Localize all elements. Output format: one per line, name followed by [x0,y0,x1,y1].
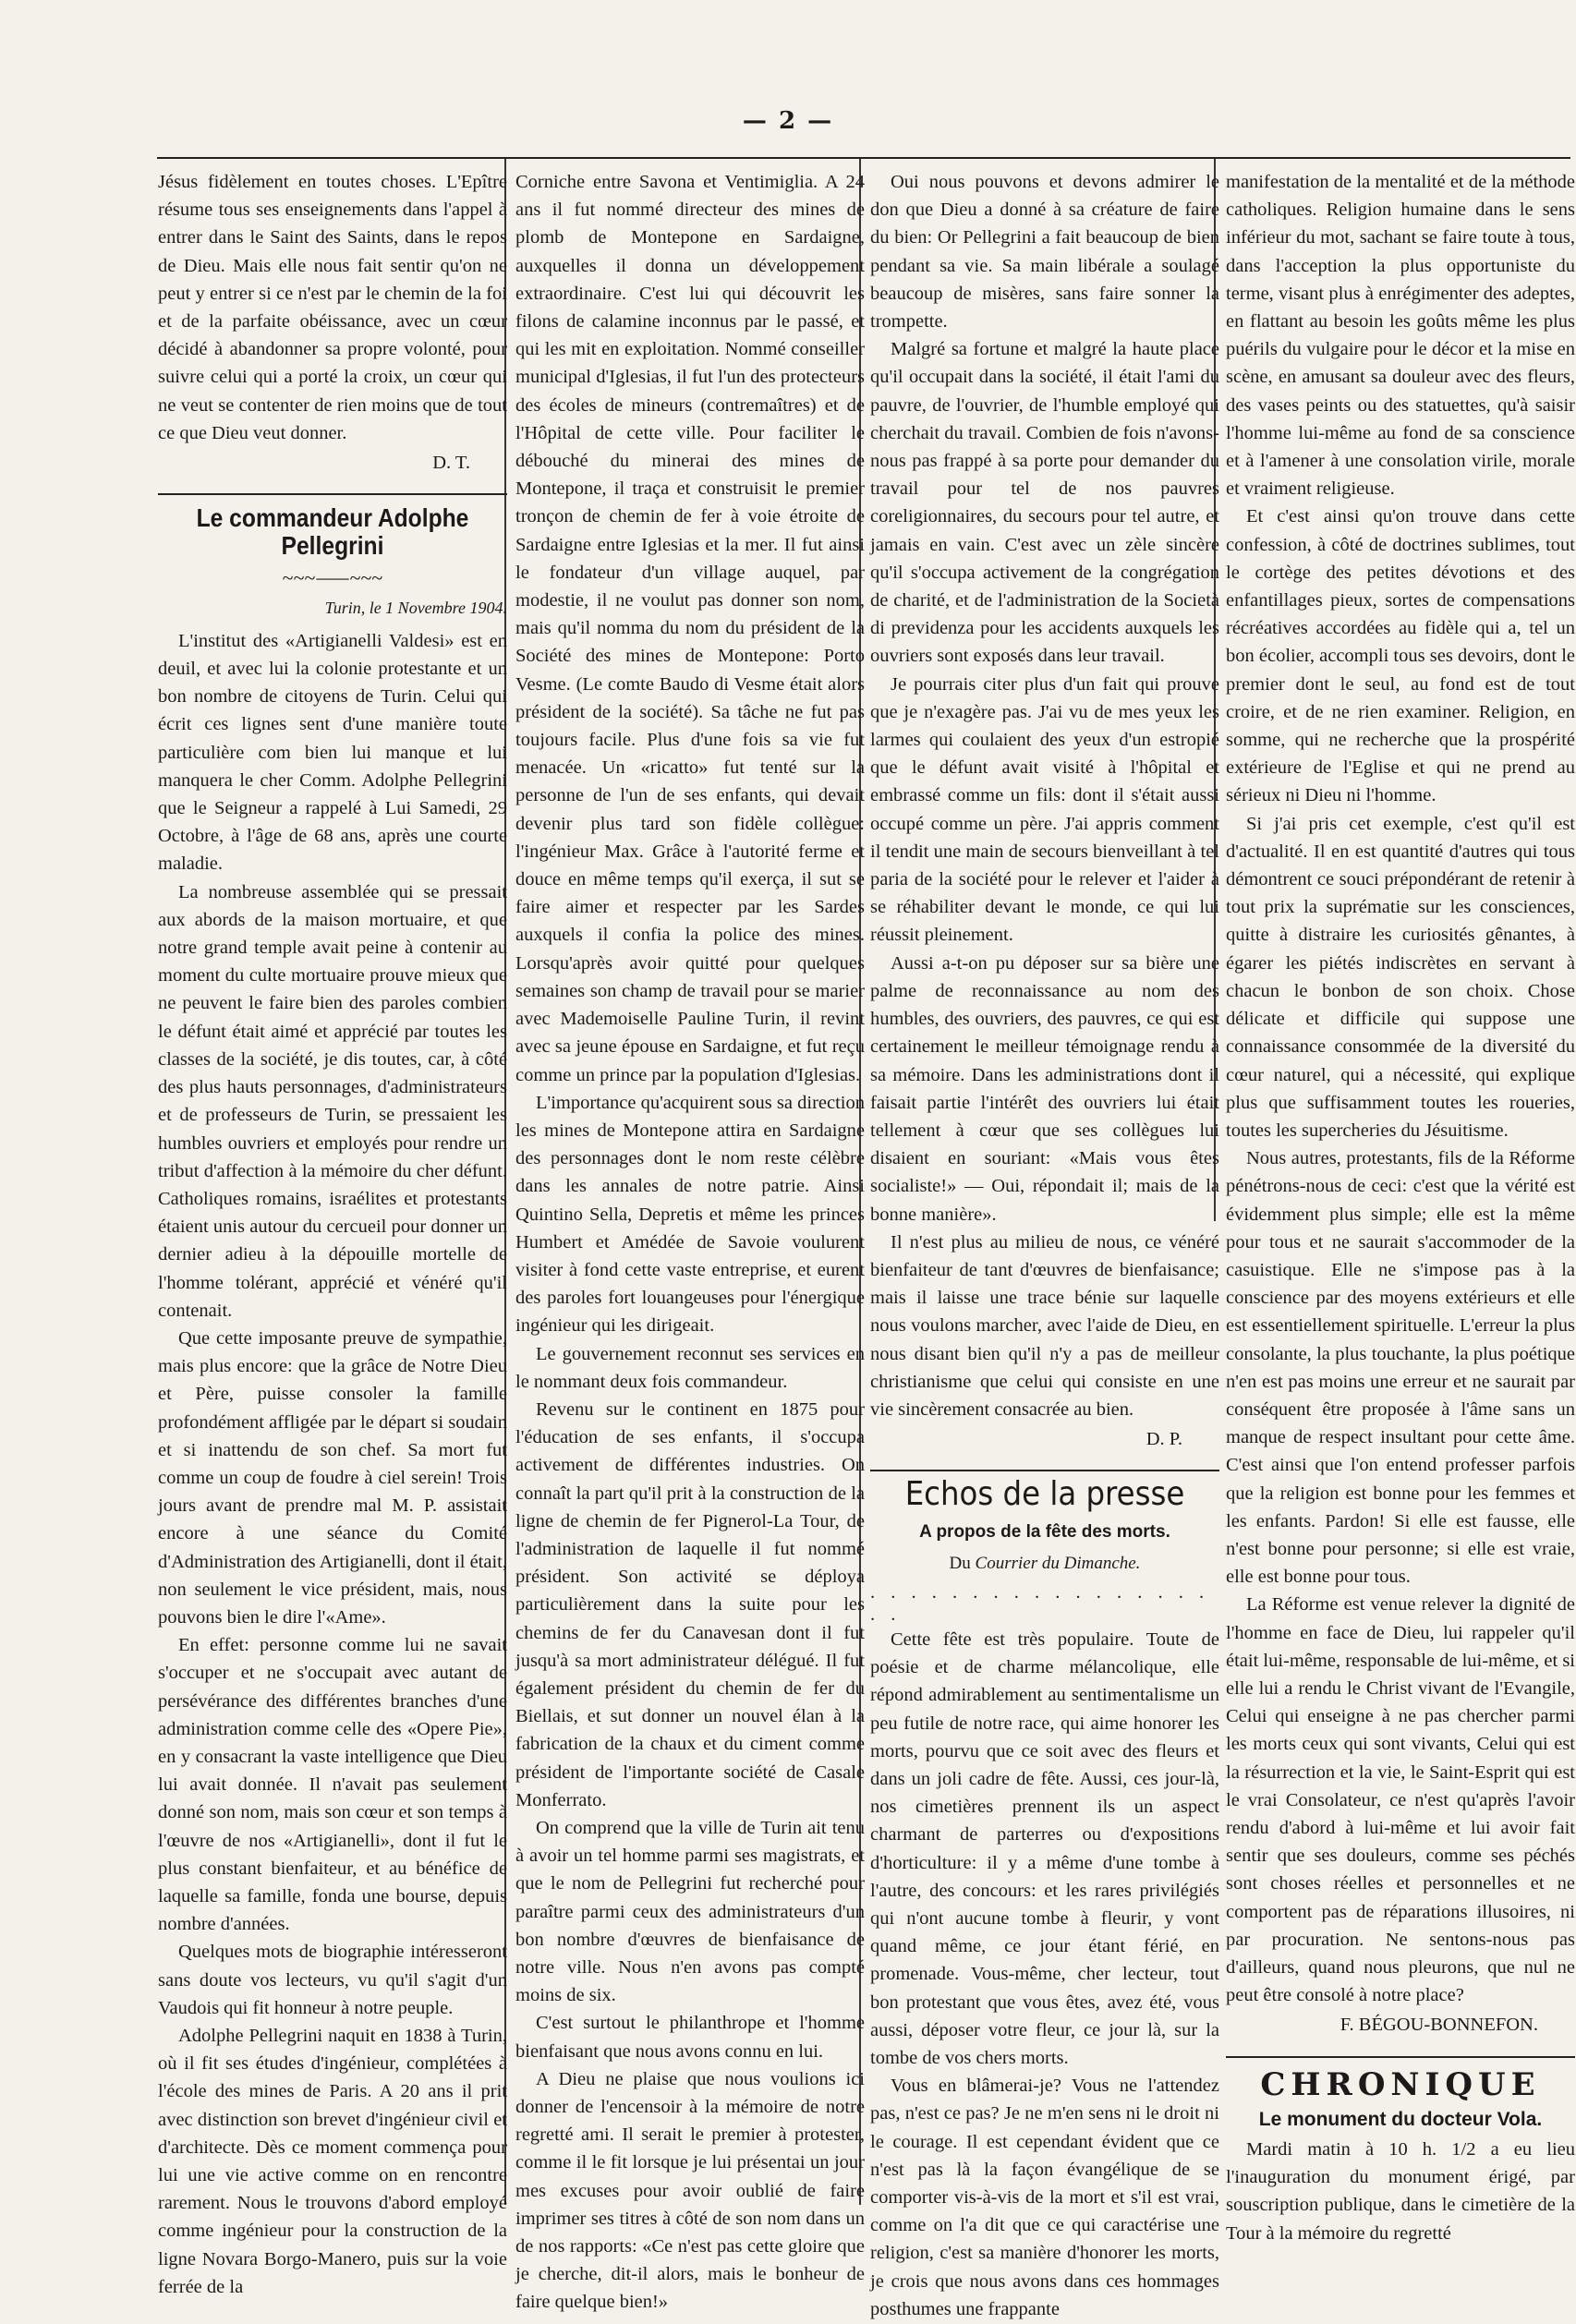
article-paragraph: Il n'est plus au milieu de nous, ce vénéré bienfaiteur de tant d'œuvres de bienfaisance; mais il laisse une trace bénie sur laquelle nous voulons marcher, avec l'aide de Dieu, en nous disant bien qu'il n'y a pas de meilleur christianisme que celui qui consiste en une vie sincèrement consacrée au bien. [870,1231,1219,1420]
column-3 [870,168,1219,2323]
article-subtitle: Le monument du docteur Vola. [1258,2108,1543,2130]
article-paragraph: L'institut des «Artigianelli Valdesi» est en deuil, et avec lui la colonie protestante et un bon nombre de citoyens de Turin. Celui qui écrit ces lignes sent d'une manière toute particulière com bien lui manque et lui manquera le cher Comm. Adolphe Pellegrini que le Seigneur a rappelé à Lui Samedi, 29 Octobre, à l'âge de 68 ans, après une courte maladie. [158,630,507,875]
article-subtitle: A propos de la fête des morts. [919,1521,1170,1542]
signature: D. P. [1146,1429,1182,1450]
section-rule [158,493,507,495]
article-paragraph: La Réforme est venue relever la dignité de l'homme en face de Dieu, lui rappeler qu'il était lui-même, responsable de lui-même, et si elle lui a rendu le Christ vivant de l'Evangile, Celui qui enseigne à ne pas chercher parmi les morts ceux qui sont vivants, Celui qui est la résurrection et la vie, le Saint-Esprit qui est le vrai Consolateur, ce n'est qu'après l'avoir rendu d'abord à lui-même et lui avoir fait sentir que ses douleurs, comme ses péchés sont choses réelles et personnelles et ne comportent pas de réparations illusoires, ni par procuration. Ne sentons-nous pas d'ailleurs, quand nous pleurons, que nul ne peut être consolé à notre place? [1226,1594,1575,2006]
article-paragraph: Adolphe Pellegrini naquit en 1838 à Turin, où il fit ses études d'ingénieur, complétées à l'école des mines de Paris. A 20 ans il prit avec distinction son brevet d'ingénieur civil et d'architecte. Dès ce moment commença pour lui une vie active comme on en rencontre rarement. Nous le trouvons d'abord employé comme ingénieur pour la construction de la ligne Novara Borgo-Manero, puis sur la voie ferrée de la [158,2026,507,2297]
article-paragraph: C'est surtout le philanthrope et l'homme bienfaisant que nous avons connu en lui. [515,2013,865,2062]
source-prefix: Du [949,1553,971,1573]
article-paragraph: Quelques mots de biographie intéresseront sans doute vos lecteurs, vu qu'il s'agit d'un Vaudois qui fit honneur à notre peuple. [158,1942,507,2018]
page-number: — 2 — [742,107,834,135]
source-line [870,1550,1219,1578]
section-title: Echos de la presse [904,1475,1185,1514]
article-paragraph: Mardi matin à 10 h. 1/2 a eu lieu l'inauguration du monument érigé, par souscription publique, dans le cimetière de la Tour à la mémoire du regretté [1226,2139,1575,2244]
article-paragraph: En effet: personne comme lui ne savait s'occuper et ne s'occupait avec autant de persévérance des différentes branches d'une administration comme celle des «Opere Pie», en y consacrant la vaste intelligence que Dieu lui avait donnée. Il n'avait pas seulement donné son nom, mais son cœur et son temps à l'œuvre de nos «Artigianelli», dont il fut le plus constant bienfaiteur, et au bénéfice de laquelle sa famille, fonda une bourse, depuis nombre d'années. [158,1635,507,1935]
article-paragraph: Je pourrais citer plus d'un fait qui prouve que je n'exagère pas. J'ai vu de mes yeux les larmes qui coulaient des yeux d'un estropié que le défunt avait visité à l'hôpital et embrassé comme un fils: dont il s'était aussi occupé comme un père. J'ai appris comment il tendit une main de secours bienveillant à tel paria de la société pour le relever et l'aider à se réhabiliter devant le monde, ce qui lui réussit pleinement. [870,673,1219,946]
ellipsis-dots: . . . . . . . . . . . . . . . . . . . [870,1581,1210,1625]
chronicle-title: CHRONIQUE [1260,2065,1541,2103]
article-paragraph: Aussi a-t-on pu déposer sur sa bière une palme de reconnaissance au nom des humbles, des ouvriers, des pauvres, ce qui est certainement le meilleur témoignage rendu à sa mémoire. Dans les administrations dont il faisait partie l'intérêt des ouvriers lui était tellement à cœur que ses collègues lui disaient en souriant: «Mais vous êtes socialiste!» — Oui, répondait il; mais de la bonne manière». [870,952,1219,1225]
column-2 [515,168,865,2317]
article-headline: Le commandeur Adolphe Pellegrini [196,503,469,561]
section-rule [1226,2056,1575,2058]
article-paragraph: A Dieu ne plaise que nous voulions ici donner de l'encensoir à la mémoire de notre regretté ami. Il serait le premier à protester, comme il le fit lorsque je lui présentai un jour mes excuses pour avoir oublié de faire imprimer ses titres à côté de son nom dans un de nos rapports: «Ce n'est pas cette gloire que je cherche, dit-il alors, mais le bonheur de faire quelque bien!» [515,2068,865,2313]
section-rule [870,1470,1219,1471]
article-paragraph: Jésus fidèlement en toutes choses. L'Epître résume tous ses enseignements dans l'appel à entrer dans le Saint des Saints, dans le repos de Dieu. Mais elle nous fait sentir qu'on ne peut y entrer si ce n'est par le chemin de la foi et de la parfaite obéissance, avec un cœur décidé à abandonner sa propre volonté, pour suivre celui qui a porté la croix, un cœur qui ne veut se contenter de rien moins que de tout ce que Dieu veut donner. [158,172,507,443]
article-paragraph: Malgré sa fortune et malgré la haute place qu'il occupait dans la société, il était l'ami du pauvre, de l'ouvrier, de l'humble employé qui cherchait du travail. Combien de fois n'avons-nous pas frappé à sa porte pour demander du travail pour tel de nos pauvres coreligionnaires, du secours pour tel autre, et jamais en vain. C'est avec un zèle sincère qu'il s'occupa activement de la congrégation de charité, et de l'administration de la Società di previdenza pour les accidents auxquels les ouvriers sont exposés dans leur travail. [870,339,1219,667]
article-paragraph: manifestation de la mentalité et de la méthode catholiques. Religion humaine dans le sens inférieur du mot, sachant se faire toute à tous, dans l'acception la plus opportuniste du terme, visant plus à enrégimenter des adeptes, en flattant au besoin les goûts même les plus puérils du vulgaire pour le décor et la mise en scène, en amusant sa douleur avec des fleurs, des vases peints ou des statuettes, qu'à saisir l'homme lui-même au fond de sa conscience et à l'amener à une consolation virile, morale et vraiment religieuse. [1226,172,1575,500]
article-paragraph: Nous autres, protestants, fils de la Réforme pénétrons-nous de ceci: c'est que la vérité est évidemment plus simple; elle est la même pour tous et ne saurait s'accommoder de la casuistique. Elle ne s'impose pas à la conscience par des moyens extérieurs et elle est essentiellement spirituelle. L'erreur la plus consolante, la plus touchante, la plus poétique n'en est pas moins une erreur et ne saurait par conséquent être proposée à l'âme sans un manque de respect insultant pour cette âme. C'est ainsi que l'on entend professer parfois que la religion est bonne pour les femmes et les enfants. Pardon! Si elle est fausse, elle n'est bonne pour personne; si elle est vraie, elle est bonne pour tous. [1226,1148,1575,1588]
top-rule [157,157,1570,159]
article-paragraph: La nombreuse assemblée qui se pressait aux abords de la maison mortuaire, et que notre grand temple avait peine à contenir au moment du culte mortuaire prouve mieux que ne peuvent le faire bien des paroles combien le défunt était aimé et apprécié par toutes les classes de la société, je dis toutes, car, à côté des plus hauts personnages, d'administrateurs et de professeurs de Turin, se pressaient les humbles ouvriers et employés pour rendre un tribut d'affection à la mémoire du cher défunt. Catholiques romains, israélites et protestants étaient unis autour du cercueil pour donner un dernier adieu à la dépouille mortelle de l'homme tolérant, apprécié et vénéré qu'il contenait. [158,881,507,1321]
article-paragraph: Et c'est ainsi qu'on trouve dans cette confession, à côté de doctrines sublimes, tout le cortège des petites dévotions et des enfantillages pieux, sortes de compensations récréatives accordées au fidèle qui a, tel un bon écolier, accompli tous ses devoirs, dont le premier dont le seul, au fond est de tout croire, et de ne rien examiner. Religion, en somme, qui ne recherche que la prospérité extérieure de l'Eglise et qui ne prend au sérieux ni Dieu ni l'homme. [1226,506,1575,806]
article-paragraph: Cette fête est très populaire. Toute de poésie et de charme mélancolique, elle répond admirablement au sentimentalisme un peu futile de notre race, qui aime honorer les morts, pourvu que ce soit avec des fleurs et dans un joli cadre de fête. Aussi, ces jour-là, nos cimetières prennent ils un aspect charmant de parterres ou d'expositions d'horticulture: il y a même d'une tombe à l'autre, des concours: et les rares privilégiés qui n'ont aucune tombe à fleurir, y vont quand même, ce jour étant férié, en promenade. Vous-même, cher lecteur, tout bon protestant que vous êtes, avez été, vous aussi, déposer votre fleur, ce jour là, sur la tombe de vos chers morts. [870,1628,1219,2068]
source-name: Courrier du Dimanche. [975,1553,1141,1573]
dateline: Turin, le 1 Novembre 1904. [324,598,507,617]
signature: D. T. [432,453,470,474]
article-paragraph: Le gouvernement reconnut ses services en le nommant deux fois commandeur. [515,1343,865,1392]
article-paragraph: Si j'ai pris cet exemple, c'est qu'il est d'actualité. Il en est quantité d'autres qui tous démontrent ce souci prépondérant de retenir à tout prix la suprématie sur les consciences, quitte à distraire les curiosités gênantes, à égarer les piétés indiscrètes en servant à chacun le bonbon de son choix. Chose délicate et difficile qui suppose une connaissance consommée de la diversité du cœur naturel, qui a nécessité, qui explique plus que suffisamment toutes les roueries, toutes les supercheries du Jésuitisme. [1226,813,1575,1141]
flourish-ornament: ~~~⸺~~~ [282,565,383,589]
signature: F. BÉGOU-BONNEFON. [1340,2015,1538,2036]
article-paragraph: Que cette imposante preuve de sympathie, mais plus encore: que la grâce de Notre Dieu et Père, puisse consoler la famille profondément affligée par le départ si soudain et si inattendu de son chef. Sa mort fut comme un coup de foudre à ciel serein! Trois jours avant de prendre mal M. P. assistait encore à une séance du Comité d'Administration des Artigianelli, dont il était, non seulement le vice président, mais, nous pouvons bien le dire l'«Ame». [158,1327,507,1628]
article-paragraph: Revenu sur le continent en 1875 pour l'éducation de ses enfants, il s'occupa activement de différentes industries. On connaît la part qu'il prit à la construction de la ligne de chemin de fer Pignerol-La Tour, de l'administration de laquelle il fut nommé président. Son activité se déploya particulièrement dans la suite pour les chemins de fer du Canavesan dont il fut jusqu'à sa mort administrateur délégué. Il fut également président du chemin de fer du Biellais, et sut donner un nouvel élan à la fabrication de la chaux et du ciment comme président de l'importante société de Casale Monferrato. [515,1398,865,1810]
column-1 [158,168,507,2301]
article-paragraph: L'importance qu'acquirent sous sa direction les mines de Montepone attira en Sardaigne des personnages dont le nom reste célèbre dans les annales de notre patrie. Ainsi Quintino Sella, Depretis et même les princes Humbert et Amédée de Savoie voulurent visiter à fond cette vaste entreprise, et eurent des paroles fort louangeuses pour l'énergique ingénieur qui les dirigeait. [515,1092,865,1337]
article-paragraph: On comprend que la ville de Turin ait tenu à avoir un tel homme parmi ses magistrats, et que le nom de Pellegrini fut recherché pour paraître parmi ceux des administrateurs d'un bon nombre d'œuvres de bienfaisance de notre ville. Nous n'en avons pas compté moins de six. [515,1817,865,2006]
article-paragraph: Vous en blâmerai-je? Vous ne l'attendez pas, n'est ce pas? Je ne m'en sens ni le droit ni le courage. Il est cependant évident que ce n'est pas là la façon évangélique de se comporter vis-à-vis de la mort et s'il est vrai, comme on l'a dit que ce qui caractérise une religion, c'est sa manière d'honorer les morts, je crois que nous avons dans ces hommages posthumes une frappante [870,2076,1219,2319]
column-4 [1226,168,1575,2247]
article-paragraph: Oui nous pouvons et devons admirer le don que Dieu a donné à sa créature de faire du bien: Or Pellegrini a fait beaucoup de bien pendant sa vie. Sa main libérale a soulagé beaucoup de misères, sans faire sonner la trompette. [870,172,1219,333]
article-paragraph: Corniche entre Savona et Ventimiglia. A 24 ans il fut nommé directeur des mines de plomb de Montepone en Sardaigne, auxquelles il donna un développement extraordinaire. C'est lui qui découvrit les filons de calamine inconnus par le passé, et qui les mit en exploitation. Nommé conseiller municipal d'Iglesias, il fut l'un des protecteurs des écoles de mineurs (contremaîtres) et de l'Hôpital de cette ville. Pour faciliter le débouché du minerai des mines de Montepone, il traça et construisit le premier tronçon de chemin de fer à voie étroite de Sardaigne entre Iglesias et la mer. Il fut ainsi le fondateur d'un village auquel, par modestie, il ne voulut pas donner son nom, mais qu'il nomma du nom du président de la Société des mines de Montepone: Porto Vesme. (Le comte Baudo di Vesme était alors président de la société). Sa tâche ne fut pas toujours facile. Plus d'une fois sa vie fut menacée. Un «ricatto» fut tenté sur la personne de l'un de ses enfants, qui devait devenir plus tard son fidèle collègue: l'ingénieur Max. Grâce à l'autorité ferme et douce en même temps qu'il exerça, il sut se faire aimer et respecter par les Sardes auxquels il confia la police des mines. Lorsqu'après avoir quitté pour quelques semaines son champ de travail pour se marier avec Mademoiselle Pauline Turin, il revint avec sa jeune épouse en Sardaigne, et fut reçu comme un prince par la population d'Iglesias. [515,172,865,1085]
